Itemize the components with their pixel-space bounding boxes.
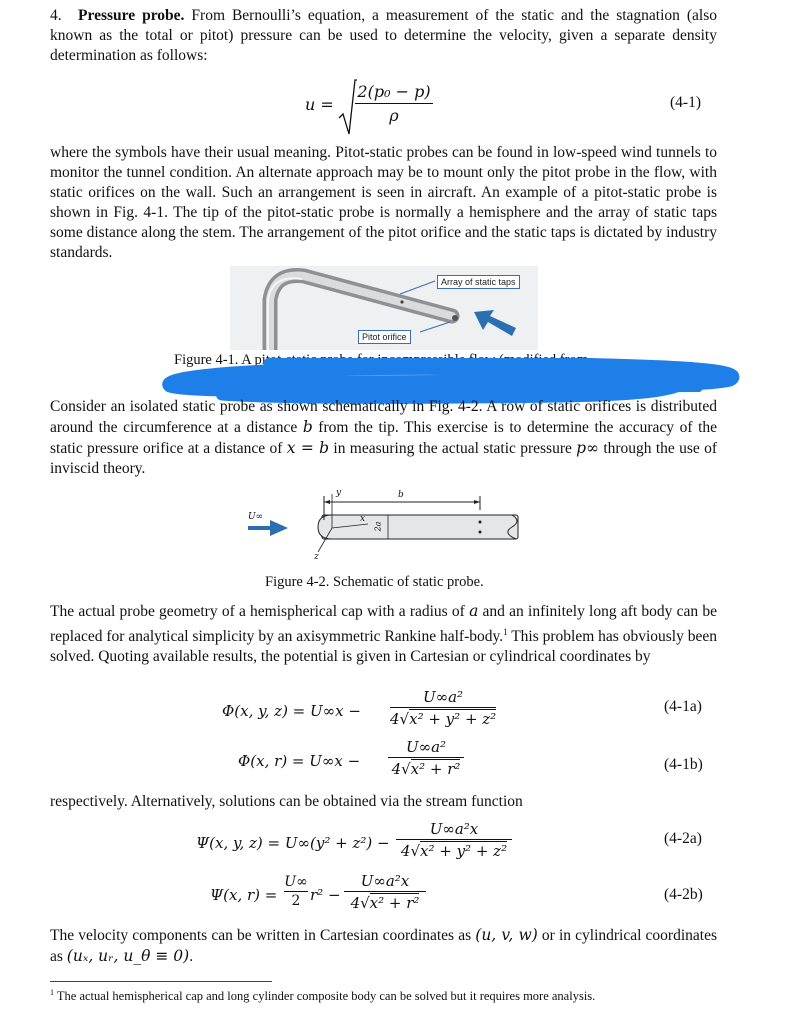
equation-4-1	[305, 78, 465, 138]
eq41b-label: (4-1b)	[664, 756, 703, 773]
footnote-mark: 1	[50, 988, 54, 997]
footnote-text: The actual hemispherical cap and long cylinder composite body can be solved but it requires more analysis.	[56, 989, 596, 1004]
eq41b-den-rad: x² + r²	[410, 760, 461, 778]
cylindrical-components: (uₓ, uᵣ, u_θ ≡ 0)	[66, 947, 190, 965]
eq42a-lhs: Ψ(x, y, z) = U∞(y² + z²) −	[196, 834, 390, 852]
footnote	[50, 988, 750, 1004]
paragraph-rankine: The actual probe geometry of a hemispherical cap with a radius of a and an infinitely long aft body can be replaced for analytical simplicity by an axisymmetric Rankine half-body.$^1$ This problem has obviously been solved. Quoting available results, the potential is given in Cartesian or cylindrical coordinates by	[50, 602, 717, 666]
eq41b-num: U∞a²	[405, 738, 447, 756]
eq41a-num: U∞a²	[422, 688, 464, 706]
paragraph-stream-function: respectively. Alternatively, solutions can be obtained via the stream function	[50, 793, 523, 810]
eq41b-lhs: Φ(x, r) = U∞x −	[238, 752, 361, 770]
paragraph-pitot: where the symbols have their usual meaning. Pitot-static probes can be found in low-speed wind tunnels to monitor the tunnel condition. An alternate approach may be to mount only the pitot probe in the flow, with static orifices on the wall. Such an arrangement is seen in aircraft. An example of a pitot-static probe is shown in Fig. 4-1. The tip of the pitot-static probe is normally a hemisphere and the array of static taps some distance along the stem. The arrangement of the pitot orifice and the static taps is dictated by industry standards.	[50, 144, 717, 261]
equation-4-1a: Φ(x, y, z) = U∞x − U∞a² 4√x² + y² + z²	[222, 688, 497, 728]
eq42b-mid: r² −	[310, 886, 341, 904]
label-2a: 2a	[373, 521, 383, 532]
eq41a-den-rad: x² + y² + z²	[409, 710, 497, 728]
paragraph-static-probe: Consider an isolated static probe as shown schematically in Fig. 4-2. A row of static orifices is distributed around the circumference at a distance b from the tip. This exercise is to determine the accuracy of the static pressure orifice at a distance of x = b in measuring the actual static pressure p∞ through the use of inviscid theory.	[50, 398, 718, 477]
static-probe-schematic	[240, 488, 540, 568]
equation-4-2a: Ψ(x, y, z) = U∞(y² + z²) − U∞a²x 4√x² + y² + z²	[196, 820, 526, 870]
eq41b-den-coef: 4	[391, 760, 402, 778]
eq41a-label: (4-1a)	[664, 698, 702, 715]
equation-4-1b: Φ(x, r) = U∞x − U∞a² 4√x² + r²	[238, 738, 498, 788]
label-b: b	[398, 490, 404, 500]
eq41-numerator: 2(p₀ − p)	[357, 82, 431, 101]
equation-4-2b: Ψ(x, r) = U∞ 2 r² − U∞a²x 4√x² + r²	[210, 872, 470, 922]
eq41-label: (4-1)	[670, 94, 701, 111]
eq42b-label: (4-2b)	[664, 886, 703, 903]
eq42b-frac-num: U∞	[284, 874, 308, 890]
label-static-taps: Array of static taps	[437, 275, 520, 289]
var-b: b	[302, 418, 313, 436]
eq42a-den-rad: x² + y² + z²	[420, 842, 508, 860]
figure-4-1	[230, 266, 538, 350]
eq42b-frac-den: 2	[291, 893, 301, 909]
eq42a-label: (4-2a)	[664, 830, 702, 847]
item-4-intro	[50, 6, 717, 66]
var-a: a	[469, 602, 479, 620]
eq42b-den-coef: 4	[350, 894, 361, 912]
sqrt-sign	[337, 78, 357, 136]
eq41a-den-coef: 4	[390, 710, 400, 728]
eq42b-lhs: Ψ(x, r) =	[210, 886, 278, 904]
eq42a-den-coef: 4	[400, 842, 411, 860]
cartesian-components: (u, v, w)	[475, 926, 538, 944]
eq41-lhs: u =	[305, 95, 334, 114]
footnote-rule	[50, 981, 272, 982]
figure-4-2-caption: Figure 4-2. Schematic of static probe.	[265, 574, 484, 590]
label-z: z	[314, 552, 319, 562]
eq41-fraction	[355, 82, 433, 125]
eq41a-lhs: Φ(x, y, z) = U∞x −	[222, 702, 361, 720]
item-title: Pressure probe.	[78, 7, 185, 24]
eq42b-den-rad: x² + r²	[369, 894, 420, 912]
expr-x-equals-b: x = b	[286, 439, 330, 457]
label-y: y	[336, 488, 342, 498]
eq41-denominator: ρ	[389, 106, 399, 125]
item-number: 4.	[50, 7, 62, 24]
paragraph-velocity-components: The velocity components can be written in Cartesian coordinates as (u, v, w) or in cylindrical coordinates as (uₓ, uᵣ, u_θ ≡ 0).	[50, 926, 717, 965]
label-pitot-orifice: Pitot orifice	[358, 330, 411, 344]
item-intro-text: From Bernoulli’s equation, a measurement of the static and the stagnation (also known as the total or pitot) pressure can be used to determine the velocity, given a separate density determination as follows:	[50, 7, 717, 64]
footnote-ref: 1	[503, 627, 508, 637]
eq42b-num: U∞a²x	[360, 872, 410, 890]
var-p-inf: p∞	[576, 439, 600, 457]
label-x: x	[360, 514, 366, 524]
eq42a-num: U∞a²x	[429, 820, 479, 838]
figure-4-1-caption: Figure 4-1. A pitot-static probe for incompressible flow (modified from	[174, 352, 588, 368]
figure-4-2	[240, 488, 540, 568]
label-u-inf: U∞	[248, 512, 264, 522]
